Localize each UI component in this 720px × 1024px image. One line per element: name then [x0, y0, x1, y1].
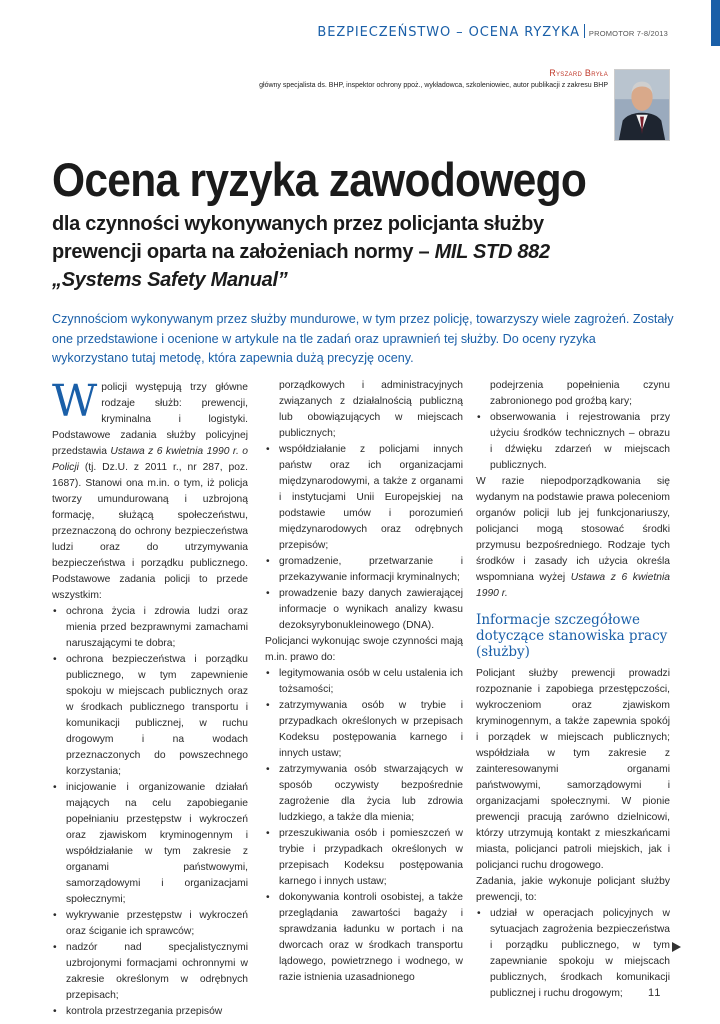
- prevention-paragraph: Policjant służby prewencji prowadzi rozpoznanie i zapobiega przestępczości, wykroczeniom oraz zjawiskom kryminogennym, a także zapewnia spokój i porządek w miejscach publicznych; współdziała w tym zakresie z zainteresowanymi organami państwowymi, samorządowymi i organizacjami społecznymi. W pionie prewencji pracują zarówno dzielnicowi, którzy utrzymują kontakt z mieszkańcami miasta, policjanci patroli miejskich, jak i policjanci ruchu drogowego.: [476, 668, 670, 871]
- law-reference: Ustawa z 6 kwietnia 1990 r.: [476, 572, 671, 599]
- intro-paragraph: [52, 376, 248, 604]
- list-item: • zatrzymywania osób w trybie i przypadkach określonych w przepisach Kodeksu postępowania karnego i innych ustaw;: [265, 698, 463, 762]
- author-description: główny specjalista ds. BHP, inspektor ochrony ppoż., wykładowca, szkoleniowiec, autor publikacji z zakresu BHP: [259, 82, 608, 89]
- list-item: • dokonywania kontroli osobistej, a także przeglądania zawartości bagaży i sprawdzania ładunku w portach i na dworcach oraz w środkach transportu lądowego, powietrznego i wodnego, w razie istnienia uzasadnionego: [265, 890, 463, 986]
- powers-intro: Policjanci wykonując swoje czynności mają m.in. prawo do:: [265, 636, 463, 663]
- intro-text: policji występują trzy główne rodzaje służb: prewencji, kryminalna i logistyki. Podstawowe zadania służby policyjnej przedstawia: [52, 382, 248, 457]
- header-divider: [584, 24, 585, 38]
- police-powers-list-cont: [476, 410, 670, 474]
- page-number: 11: [648, 987, 662, 999]
- text-column-1: [52, 376, 248, 1020]
- article-subtitle: [52, 210, 612, 294]
- magazine-issue: PROMOTOR 7-8/2013: [588, 29, 668, 38]
- text-column-3: [476, 378, 670, 1002]
- article-title: Ocena ryzyka zawodowego: [52, 153, 587, 206]
- prevention-tasks-list: [476, 906, 670, 1002]
- list-item: • wykrywanie przestępstw i wykroczeń oraz ściganie ich sprawców;: [52, 908, 248, 940]
- law-reference: Ustawa z 6 kwietnia 1990 r. o Policji: [52, 446, 248, 473]
- coercion-paragraph: [476, 474, 670, 602]
- list-item: • legitymowania osób w celu ustalenia ich tożsamości;: [265, 666, 463, 698]
- list-continuation: podejrzenia popełnienia czynu zabronionego pod groźbą kary;: [490, 380, 670, 407]
- police-tasks-list-cont: [265, 442, 463, 634]
- list-item: • udział w operacjach policyjnych w sytuacjach zagrożenia bezpieczeństwa i porządku publicznego, w tym zapewnianie spokoju w miejscach publicznych, środkach komunikacji publicznej i ruchu drogowym;: [476, 906, 670, 1002]
- side-color-tab: [711, 0, 720, 46]
- list-item: • kontrola przestrzegania przepisów: [52, 1004, 248, 1020]
- section-title: BEZPIECZEŃSTWO – OCENA RYZYKA: [317, 25, 580, 40]
- police-powers-list: [265, 666, 463, 986]
- article-lead: Czynnościom wykonywanym przez służby mundurowe, w tym przez policję, towarzyszy wiele zagrożeń. Zostały one przedstawione i ocenione w artykule na tle zadań oraz uprawnień tej służby. Do oceny ryzyka wykorzystano tutaj metodę, która zapewnia dużą precyzję oceny.: [52, 312, 674, 365]
- running-header: [317, 22, 668, 40]
- list-item: • ochrona bezpieczeństwa i porządku publicznego, w tym zapewnienie spokoju w miejscach publicznych oraz w środkach publicznego transportu i komunikacji publicznej, w ruchu drogowym i na wodach przeznaczonych do powszechnego korzystania;: [52, 652, 248, 780]
- list-item: • nadzór nad specjalistycznymi uzbrojonymi formacjami ochronnymi w zakresie określonym w odrębnych przepisach;: [52, 940, 248, 1004]
- text-column-2: [265, 378, 463, 986]
- drop-cap: W: [52, 376, 98, 427]
- subtitle-standard: MIL STD 882 „Systems Safety Manual”: [52, 241, 550, 291]
- list-item: • prowadzenie bazy danych zawierającej informacje o wynikach analizy kwasu dezoksyrybonukleinowego (DNA).: [265, 586, 463, 634]
- tasks-intro: Zadania, jakie wykonuje policjant służby prewencji, to:: [476, 876, 670, 903]
- section-heading: Informacje szczegółowe dotyczące stanowiska pracy (służby): [476, 612, 668, 660]
- list-item: • współdziałanie z policjami innych państw oraz ich organizacjami międzynarodowymi, a także z organami i instytucjami Unii Europejskiej na podstawie umów i porozumień międzynarodowych oraz odrębnych przepisów;: [265, 442, 463, 554]
- intro-text-cont: (tj. Dz.U. z 2011 r., nr 287, poz. 1687). Stanowi ona m.in. o tym, iż policja tworzy umundurowaną i uzbrojoną formację, służącą społeczeństwu, przeznaczoną do ochrony bezpieczeństwa ludzi oraz do utrzymywania bezpieczeństwa i porządku publicznego. Podstawowe zadania policji to przede wszystkim:: [52, 462, 248, 601]
- subtitle-text: dla czynności wykonywanych przez policjanta służby prewencji oparta na założeniach normy –: [52, 213, 544, 263]
- paragraph-text: W razie niepodporządkowania się wydanym na podstawie prawa poleceniom organów policji lub jej funkcjonariuszy, policjanci mogą stosować środki przymusu bezpośredniego. Rodzaje tych środków i zasady ich użycia określa wspomniana wyżej: [476, 476, 670, 583]
- police-tasks-list: [52, 604, 248, 1020]
- list-item: • przeszukiwania osób i pomieszczeń w trybie i przypadkach określonych w przepisach Kodeksu postępowania karnego i innych ustaw;: [265, 826, 463, 890]
- list-item: • obserwowania i rejestrowania przy użyciu środków technicznych – obrazu i dźwięku zdarzeń w miejscach publicznych.: [476, 410, 670, 474]
- author-name: Ryszard Bryła: [549, 68, 608, 78]
- continue-arrow-icon: [672, 942, 681, 952]
- list-continuation: porządkowych i administracyjnych związanych z działalnością publiczną lub obowiązujących w miejscach publicznych;: [279, 380, 463, 439]
- list-item: • inicjowanie i organizowanie działań mających na celu zapobieganie popełnianiu przestępstw i wykroczeń oraz zjawiskom kryminogennym i współdziałanie w tym zakresie z organami państwowymi, samorządowymi i organizacjami społecznymi;: [52, 780, 248, 908]
- list-item: • ochrona życia i zdrowia ludzi oraz mienia przed bezprawnymi zamachami naruszającymi te dobra;: [52, 604, 248, 652]
- list-item: • zatrzymywania osób stwarzających w sposób oczywisty bezpośrednie zagrożenie dla życia lub zdrowia ludzkiego, a także dla mienia;: [265, 762, 463, 826]
- list-item: • gromadzenie, przetwarzanie i przekazywanie informacji kryminalnych;: [265, 554, 463, 586]
- author-photo: [614, 69, 670, 141]
